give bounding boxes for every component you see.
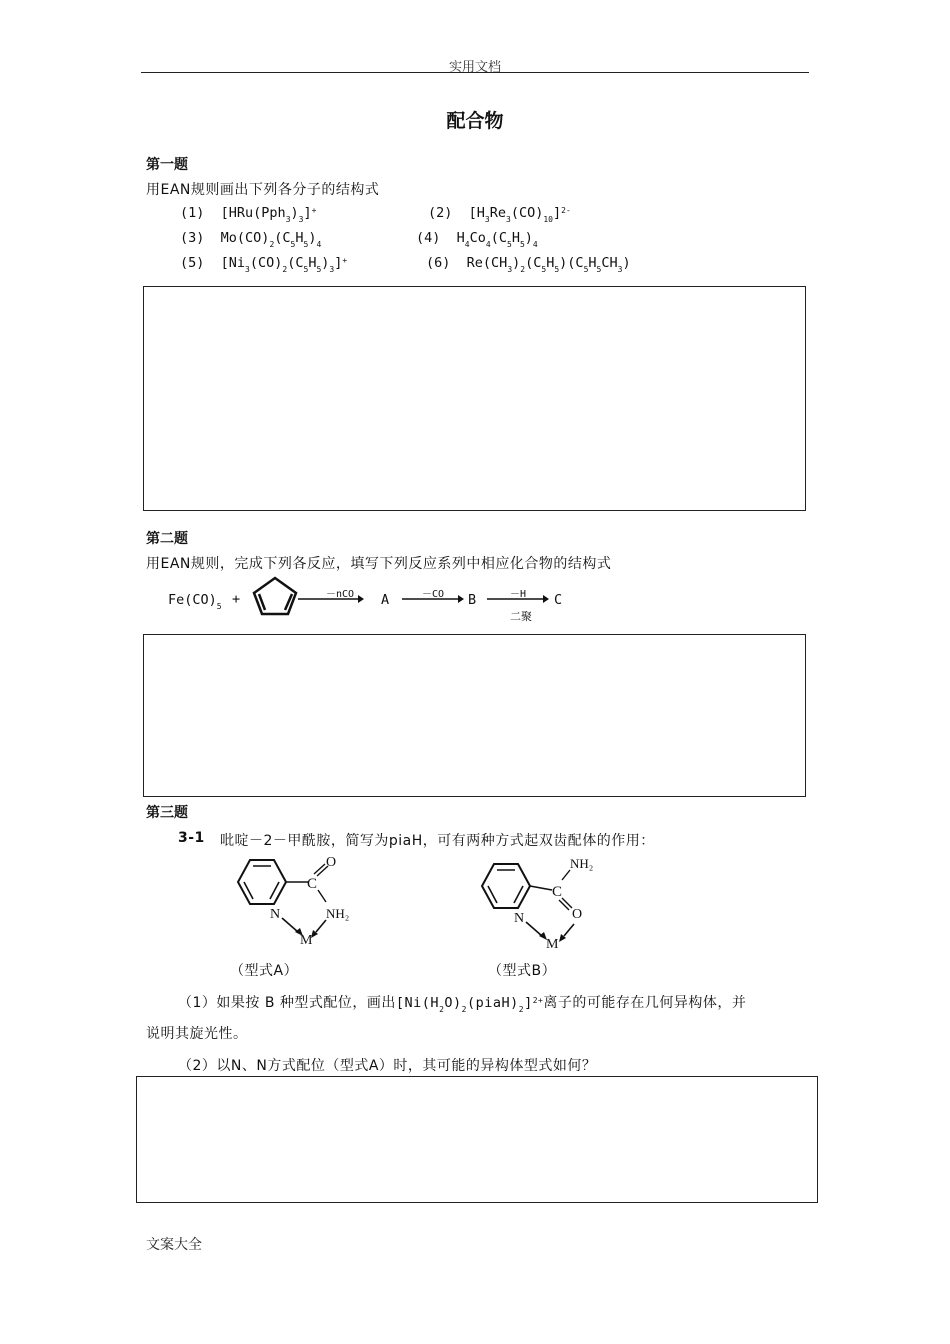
reaction-arrow-2 [402,594,464,604]
form-b-caption: （型式B） [488,963,557,979]
q3-part1-prefix: （1）如果按 B 种型式配位，画出 [178,995,396,1011]
q3-part1-formula: $[Ni(H_2O)_2(piaH)_2]^{2+}$ [395,995,544,1014]
q1-answer-box[interactable] [143,286,806,511]
pia-form-a-structure [222,852,362,952]
q3-sub-label: 3-1 [178,830,205,846]
q3-heading: 第三题 [146,805,188,821]
form-a-caption: （型式A） [230,963,299,979]
page-title: 配合物 [446,110,504,132]
q1-item-6 [426,255,631,274]
reaction-arrow-1 [298,594,364,604]
form-b-amide-n: NH₂ [570,856,594,871]
q1-item-2-num: (2) [428,205,453,221]
q1-item-4 [416,230,538,249]
page-header: 实用文档 [448,60,501,75]
q1-item-6-formula: $Re(CH_3)_2(C_5H_5)(C_5H_5CH_3)$ [458,255,631,274]
q1-instruction: 用EAN规则画出下列各分子的结构式 [146,182,380,198]
arrow3-top-label: －H [510,589,527,600]
reaction-plus: + [232,591,241,607]
q1-item-1-formula: $[HRu(Pph_3)_3]^+$ [212,205,317,224]
form-a-carbon: C [307,876,318,892]
q1-heading: 第一题 [146,157,188,173]
form-b-carbon: C [552,884,563,900]
form-a-oxygen: O [326,855,337,870]
form-b-ring-n: N [514,911,525,926]
q1-item-1-num: (1) [180,205,205,221]
form-b-metal: M [546,937,559,952]
q1-item-6-num: (6) [426,255,451,271]
q1-item-4-formula: $H_4Co_4(C_5H_5)_4$ [448,230,538,249]
q1-item-2 [428,205,571,224]
q1-item-3-formula: $Mo(CO)_2(C_5H_5)_4$ [212,230,322,249]
q3-intro: 吡啶－2－甲酰胺，简写为piaH，可有两种方式起双齿配体的作用： [220,833,655,849]
q1-item-5 [180,255,348,274]
form-a-metal: M [300,933,313,948]
q2-answer-box[interactable] [143,634,806,797]
header-rule [141,72,809,73]
arrow2-label: －CO [422,589,445,600]
compound-C: C [554,592,563,608]
arrow1-label: －nCO [326,589,355,600]
q2-heading: 第二题 [146,531,188,547]
q1-item-3-num: (3) [180,230,205,246]
q1-item-2-formula: $[H_3Re_3(CO)_{10}]^{2-}$ [460,205,571,224]
form-b-oxygen: O [572,907,583,922]
compound-B: B [468,592,477,608]
q3-part1-suffix: 离子的可能存在几何异构体，并 [543,995,747,1011]
q3-part2: （2）以N、N方式配位（型式A）时，其可能的异构体型式如何？ [178,1058,597,1074]
q3-answer-box[interactable] [136,1076,818,1203]
form-a-ring-n: N [270,907,281,922]
form-a-amide-n: NH₂ [326,906,350,921]
compound-A: A [381,592,390,608]
arrow3-bottom-label: 二聚 [510,610,532,623]
pia-form-b-structure [466,852,606,952]
q1-item-3 [180,230,322,249]
reaction-reactant: $Fe(CO)_5$ [168,592,222,611]
q3-part1-line1 [178,992,746,1012]
q1-item-5-num: (5) [180,255,205,271]
q2-instruction: 用EAN规则，完成下列各反应，填写下列反应系列中相应化合物的结构式 [146,556,612,572]
reaction-arrow-3 [487,594,549,604]
q1-item-5-formula: $[Ni_3(CO)_2(C_5H_5)_3]^+$ [212,255,348,274]
q1-item-1 [180,205,317,224]
q1-item-4-num: (4) [416,230,441,246]
q3-part1-line2: 说明其旋光性。 [146,1026,248,1042]
page-footer: 文案大全 [146,1237,202,1253]
